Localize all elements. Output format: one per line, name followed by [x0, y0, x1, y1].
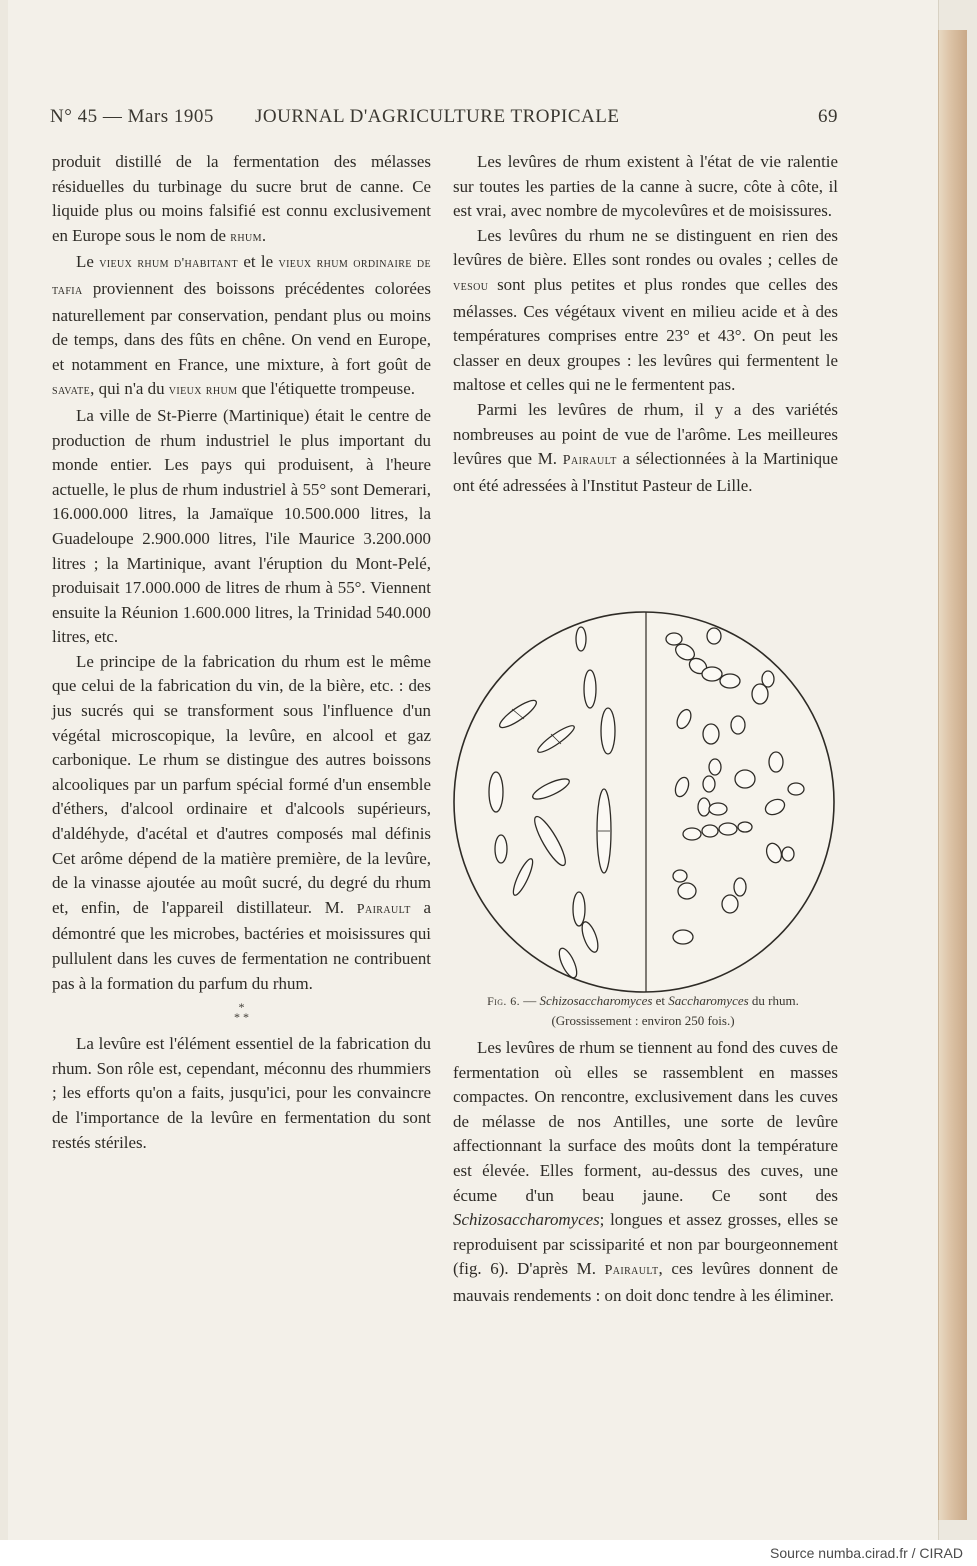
- header-issue: N° 45 — Mars 1905: [50, 106, 214, 127]
- left-p2-c: proviennent des boissons précédentes colorées naturellement par conservation, pendant plus ou moins de temps, dans des fûts en chêne. On vend en Europe, et notamment en France, une mixture, à fort goût de: [52, 278, 431, 374]
- left-paragraph-1: produit distillé de la fermentation des mélasses résiduelles du turbinage du sucre brut de canne. Ce liquide plus ou moins falsifié est connu exclusivement en Europe sous le nom de rhum.: [52, 152, 431, 245]
- sacch-cell: [702, 825, 718, 837]
- right-column-bottom: [453, 1036, 838, 1309]
- sacch-cell: [720, 674, 740, 688]
- sacch-cell: [673, 930, 693, 944]
- left-paragraph-5: La levûre est l'élément essentiel de la fabrication du rhum. Son rôle est, cependant, méconnu des rhummiers ; les efforts qu'on a faits, jusqu'ici, pour les convaincre de l'importance de la levûre en fermentation du sont restés stériles.: [52, 1034, 431, 1152]
- separator-stars-bottom: * *: [234, 1010, 249, 1025]
- left-paragraph-2: [52, 250, 431, 404]
- figure-caption: [452, 991, 834, 1030]
- right-column-top: [453, 150, 838, 498]
- source-credit: Source numba.cirad.fr / CIRAD: [770, 1545, 963, 1561]
- sacch-cell: [734, 878, 746, 896]
- sacch-cell: [698, 798, 710, 816]
- sacch-cell: [709, 803, 727, 815]
- right-p4-sc: Pairault: [604, 1263, 659, 1279]
- right-paragraph-3: [453, 398, 838, 498]
- caption-conjunction: et: [652, 993, 669, 1008]
- schizo-cell: [495, 835, 507, 863]
- schizo-cell: [601, 708, 615, 754]
- caption-label: Fig. 6.: [487, 994, 521, 1008]
- sacch-cell: [673, 870, 687, 882]
- sacch-cell: [683, 828, 701, 840]
- schizo-cell: [576, 627, 586, 651]
- right-p4-c: , ces levûres donnent de mauvais rendements : on doit donc tendre à les éliminer.: [453, 1259, 838, 1305]
- right-p2-sc: vesou: [453, 278, 489, 294]
- right-paragraph-2: [453, 224, 838, 398]
- sacch-cell: [703, 776, 715, 792]
- caption-dash: —: [520, 993, 540, 1008]
- left-p2-b: et le: [243, 252, 274, 272]
- sacch-cell: [666, 633, 682, 645]
- left-p2-sc2: vieux rhum ordinaire de tafia: [52, 256, 431, 298]
- sacch-cell: [735, 770, 755, 788]
- left-p2-sc3: savate: [52, 383, 91, 399]
- caption-species-1: Schizosaccharomyces: [539, 993, 653, 1008]
- right-p4-b: ; longues et assez grosses, elles se reproduisent par scissiparité et non par bourgeonnement (fig. 6). D'après M.: [453, 1210, 838, 1279]
- left-column: [52, 150, 431, 1155]
- sacch-cell: [782, 847, 794, 861]
- right-p3-a: Parmi les levûres de rhum, il y a des variétés nombreuses au point de vue de l'arôme. Les meilleures levûres que M.: [453, 399, 838, 469]
- left-p2-sc1: vieux rhum d'habitant: [99, 256, 238, 272]
- sacch-cell: [752, 684, 768, 704]
- section-separator: [52, 1000, 431, 1025]
- right-p3-sc: Pairault: [562, 453, 617, 469]
- left-paragraph-3: La ville de St-Pierre (Martinique) était le centre de production de rhum industriel le plus important du monde entier. Les pays qui produisent, à l'heure actuelle, le plus de rhum industriel à 55° sont Demerari, 16.000.000 litres, la Jamaïque 10.500.000 litres, la Guadeloupe 2.900.000 litres, l'ile Maurice 3.200.000 litres ; la Martinique, avant l'éruption du Mont-Pelé, produisait 17.000.000 de litres de rhum à 55°. Viennent ensuite la Réunion 1.600.000 litres, la Trinidad 540.000 litres, etc.: [52, 405, 431, 647]
- sacch-cell: [769, 752, 783, 772]
- separator-star-top: *: [238, 1000, 245, 1015]
- schizo-cell: [489, 772, 503, 812]
- right-p2-a: Les levûres du rhum ne se distinguent en rien des levûres de bière. Elles sont rondes ou ovales ; celles de: [453, 225, 838, 270]
- caption-rest: du rhum. (Grossissement : environ 250 fois.): [551, 993, 799, 1028]
- right-paragraph-4: [453, 1036, 838, 1309]
- left-p1-text: produit distillé de la fermentation des mélasses résiduelles du turbinage du sucre brut de canne. Ce liquide plus ou moins falsifié est connu exclusivement en Europe sous le nom de: [52, 152, 431, 245]
- sacch-cell: [731, 716, 745, 734]
- yeast-micrograph-figure: [448, 609, 840, 995]
- right-p3-b: a sélectionnées à la Martinique ont été adressées à l'Institut Pasteur de Lille.: [453, 449, 838, 495]
- schizo-cell: [573, 892, 585, 926]
- right-p2-b: sont plus petites et plus rondes que celles des mélasses. Ces végétaux vivent en milieu acide et à des températures comprises entre 23° et 43°. On peut les classer en deux groupes : les levûres qui fermentent le maltose et celles qui ne le fermentent pas.: [453, 274, 838, 395]
- left-paragraph-4: [52, 650, 431, 996]
- right-paragraph-1: Les levûres de rhum existent à l'état de vie ralentie sur toutes les parties de la canne à sucre, côte à côte, il est vrai, avec nombre de mycolevûres et de moisissures.: [453, 152, 838, 221]
- left-p1-smallcaps: rhum: [230, 229, 262, 245]
- header-page-number: 69: [818, 106, 838, 127]
- caption-species-2: Saccharomyces: [668, 993, 749, 1008]
- sacch-cell: [719, 823, 737, 835]
- left-p4-b: a démontré que les microbes, bactéries et moisissures qui pullulent dans les cuves de fermentation ne contribuent pas à la formation du parfum du rhum.: [52, 897, 431, 993]
- sacch-cell: [707, 628, 721, 644]
- sacch-cell: [709, 759, 721, 775]
- sacch-cell: [722, 895, 738, 913]
- left-p2-d: , qui n'a du: [90, 379, 165, 399]
- left-p2-sc4: vieux rhum: [168, 383, 238, 399]
- page-edge-stack: [938, 30, 967, 1520]
- left-p2-e: que l'étiquette trompeuse.: [241, 379, 415, 399]
- right-p4-italic: Schizosaccharomyces: [453, 1210, 600, 1230]
- left-p4-sc: Pairault: [356, 901, 411, 917]
- sacch-cell: [738, 822, 752, 832]
- left-p4-a: Le principe de la fabrication du rhum est le même que celui de la fabrication du vin, de la bière, etc. : des jus sucrés qui se transforment sous l'influence d'un végétal microscopique, la levûre, en alcool et gaz carbonique. Le rhum se distingue des autres boissons alcooliques par un parfum spécial formé d'un ensemble d'éthers, d'alcool ordinaire et d'alcools supérieurs, d'aldéhyde, d'acétal et d'autres composés mal définis Cet arôme dépend de la matière première, de la levûre, de la vinasse ajoutée au moût sucré, du degré du rhum et, enfin, de l'appareil distillateur. M.: [52, 651, 431, 917]
- header-journal-title: JOURNAL D'AGRICULTURE TROPICALE: [255, 106, 620, 127]
- sacch-cell: [678, 883, 696, 899]
- schizo-cell: [584, 670, 596, 708]
- sacch-cell: [703, 724, 719, 744]
- left-p2-a: Le: [76, 252, 94, 272]
- sacch-cell: [788, 783, 804, 795]
- right-p4-a: Les levûres de rhum se tiennent au fond des cuves de fermentation où elles se rassemblent en masses compactes. On rencontre, exclusivement dans les cuves de mélasse de nos Antilles, une sorte de levûre affectionnant la surface des moûts dont la température est élevée. Elles forment, au-dessus des cuves, une écume d'un beau jaune. Ce sont des: [453, 1038, 838, 1205]
- sacch-cell: [702, 667, 722, 681]
